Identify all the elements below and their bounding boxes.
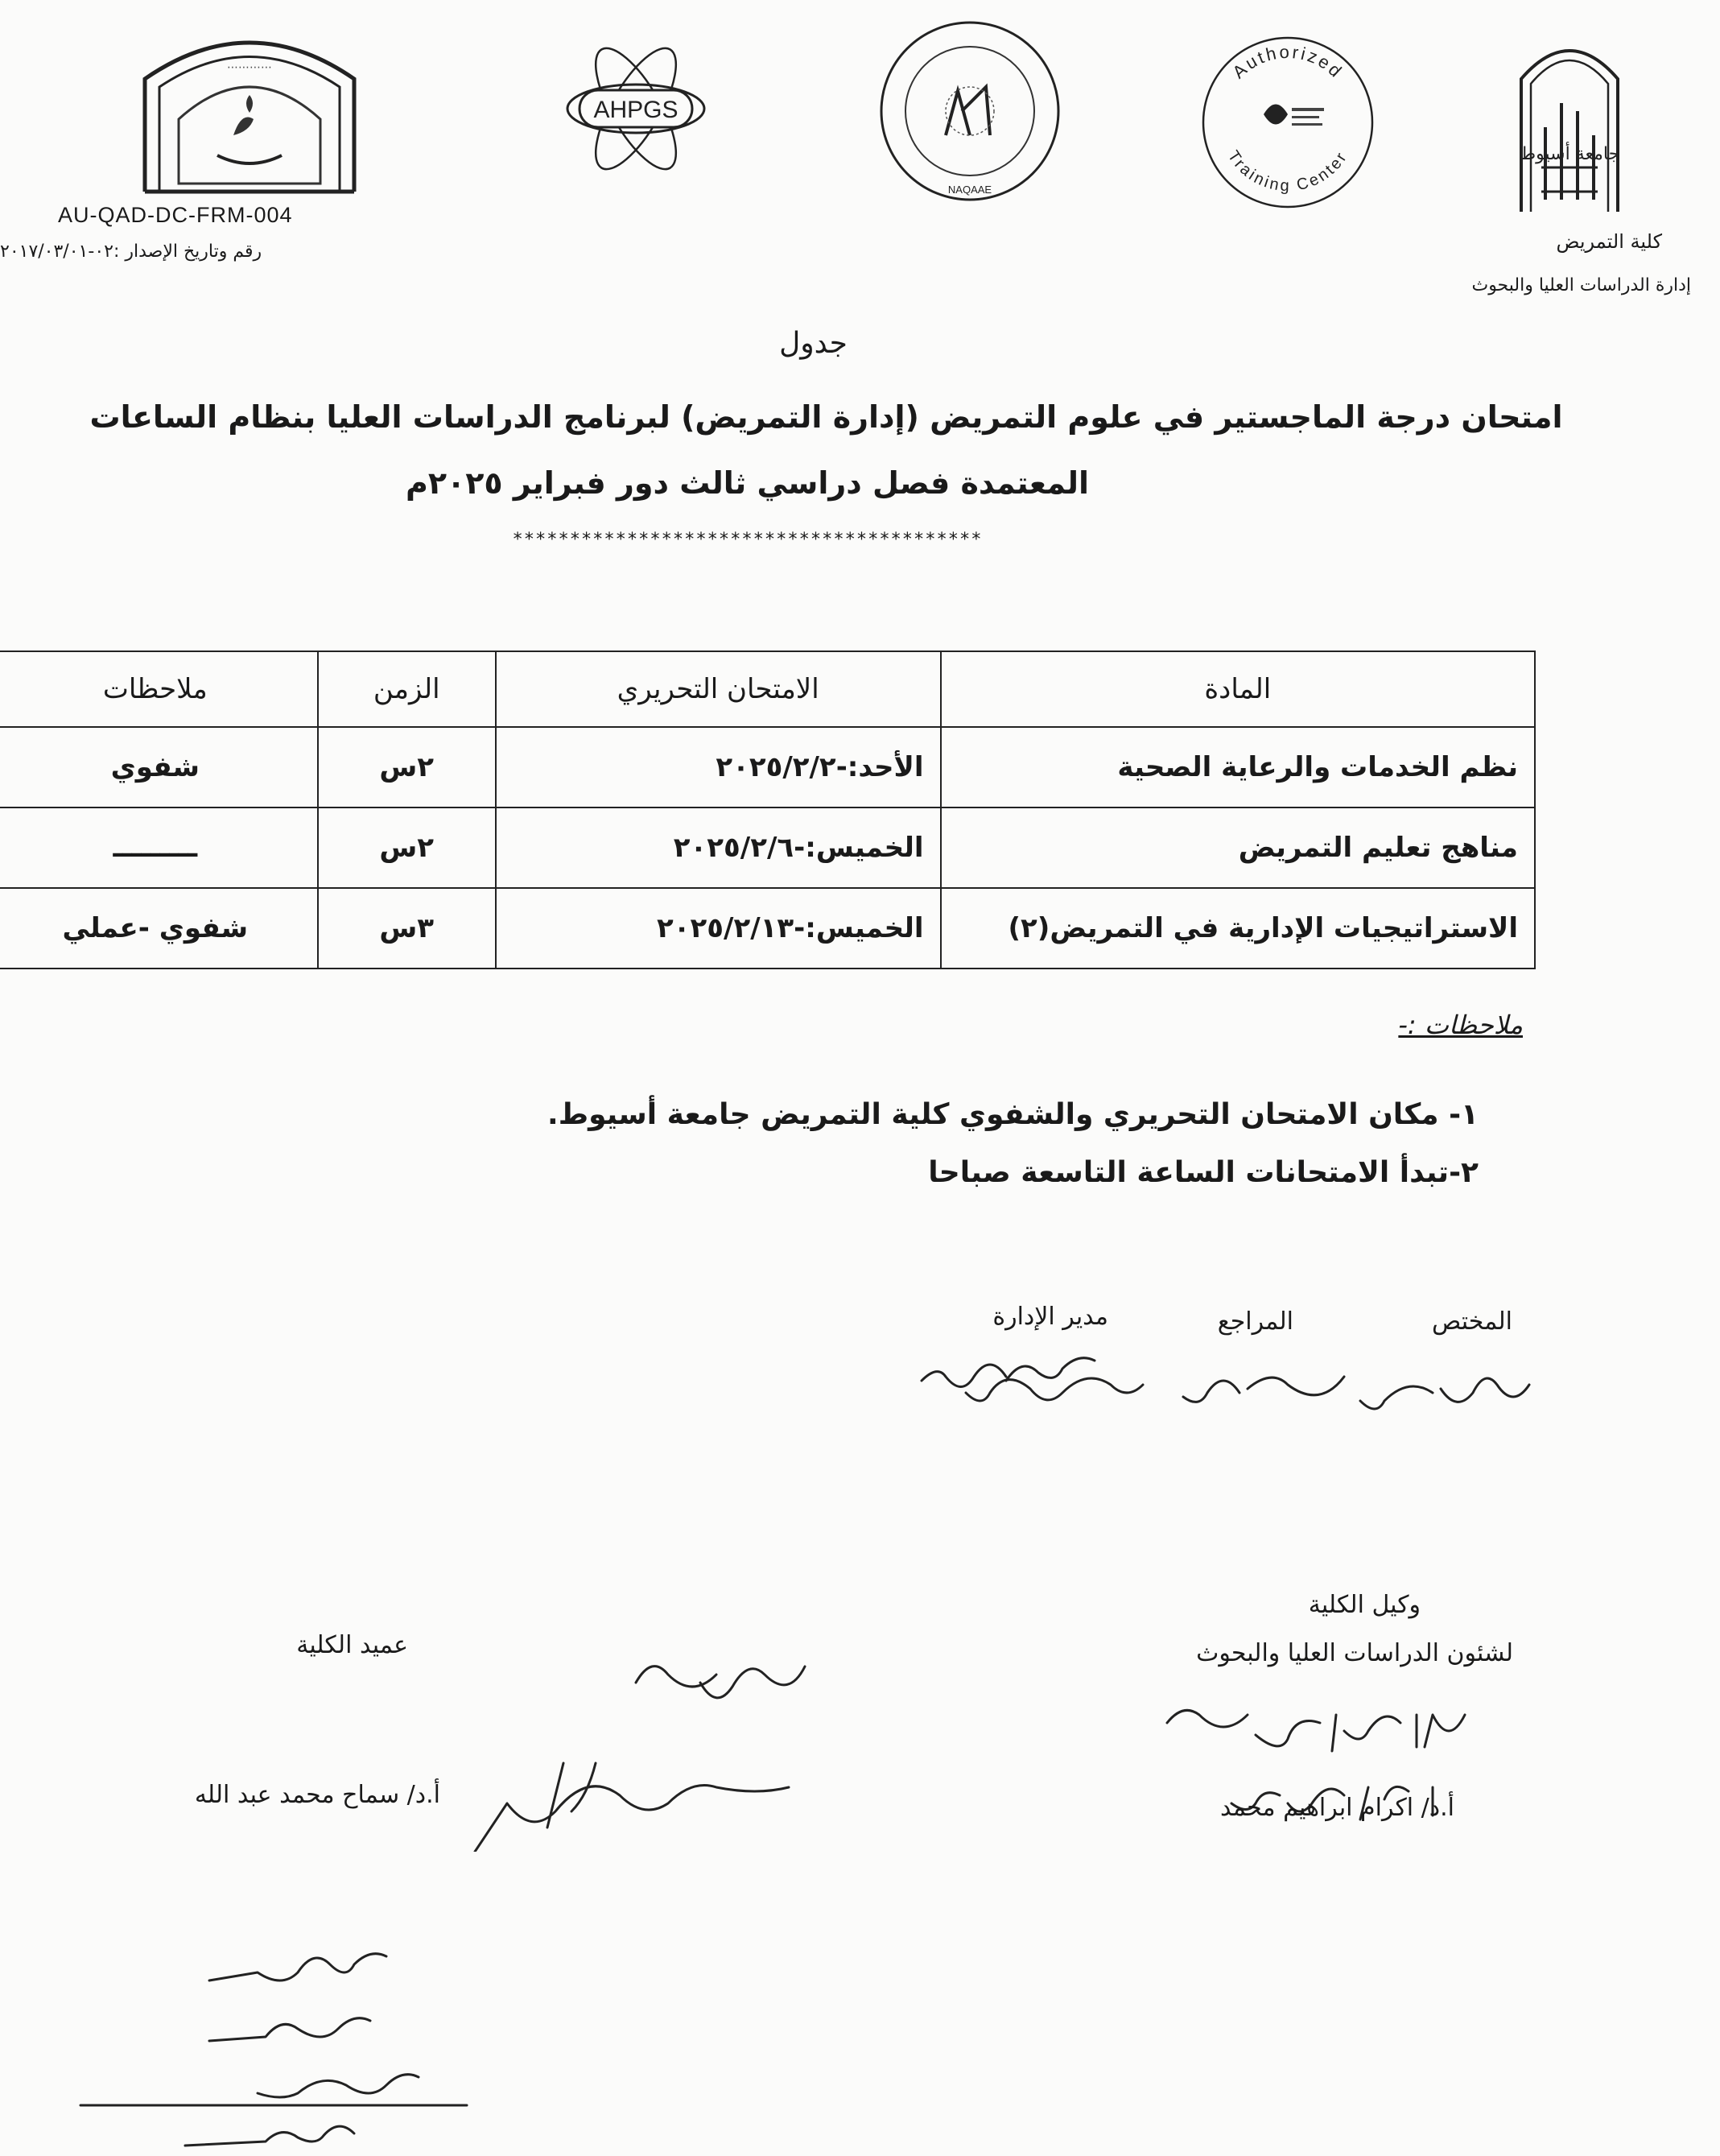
svg-text:Training Center bbox=[1224, 147, 1351, 195]
issue-number-date: رقم وتاريخ الإصدار :٠٢-٢٠١٧/٠٣/٠١ bbox=[0, 242, 262, 262]
note-cell: ـــــــــ bbox=[0, 807, 318, 888]
document-title: جدول bbox=[779, 327, 848, 360]
header-notes: ملاحظات bbox=[0, 651, 318, 727]
department-name: إدارة الدراسات العليا والبحوث bbox=[1471, 275, 1691, 295]
table-row bbox=[0, 888, 1535, 969]
header-written-exam: الامتحان التحريري bbox=[496, 651, 941, 727]
specialist-signature bbox=[1175, 1353, 1545, 1425]
subject-cell: مناهج تعليم التمريض bbox=[941, 807, 1535, 888]
vice-dean-subtitle: لشئون الدراسات العليا والبحوث bbox=[1196, 1639, 1513, 1667]
handwritten-annotation bbox=[64, 1932, 483, 2150]
duration-cell: ٣س bbox=[318, 888, 496, 969]
date-cell: الأحد:-٢٠٢٥/٢/٢ bbox=[496, 727, 941, 807]
reviewer-label: المراجع bbox=[1217, 1307, 1293, 1336]
assiut-university-logo bbox=[1513, 31, 1626, 216]
ahpgs-text: AHPGS bbox=[593, 97, 679, 123]
training-center-text: Training Center bbox=[1223, 147, 1352, 196]
date-cell: الخميس:-٢٠٢٥/٢/٦ bbox=[496, 807, 941, 888]
dean-title: عميد الكلية bbox=[296, 1631, 408, 1659]
table-header-row bbox=[0, 651, 1535, 727]
table-row bbox=[0, 727, 1535, 807]
note-cell: شفوي -عملي bbox=[0, 888, 318, 969]
header-duration: الزمن bbox=[318, 651, 496, 727]
date-cell: الخميس:-٢٠٢٥/٢/١٣ bbox=[496, 888, 941, 969]
subject-cell: نظم الخدمات والرعاية الصحية bbox=[941, 727, 1535, 807]
dean-signature bbox=[419, 1642, 837, 1852]
notes-heading: ملاحظات :- bbox=[1398, 1010, 1523, 1040]
faculty-name: كلية التمريض bbox=[1556, 230, 1662, 253]
header-subject: المادة bbox=[941, 651, 1535, 727]
naqaae-seal-logo bbox=[877, 14, 1062, 208]
exam-title-line1: امتحان درجة الماجستير في علوم التمريض (إدارة التمريض) لبرنامج الدراسات العليا بنظام الساعات bbox=[89, 399, 1563, 435]
subject-cell: الاستراتيجيات الإدارية في التمريض(٢) bbox=[941, 888, 1535, 969]
duration-cell: ٢س bbox=[318, 727, 496, 807]
exam-title-line2: المعتمدة فصل دراسي ثالث دور فبراير ٢٠٢٥م bbox=[405, 465, 1090, 501]
exam-schedule-table bbox=[0, 651, 1536, 969]
stars-divider: ***************************************** bbox=[512, 530, 983, 550]
svg-text:⋯⋯⋯⋯: ⋯⋯⋯⋯ bbox=[227, 61, 272, 74]
ahpgs-logo bbox=[555, 32, 716, 185]
form-code: AU-QAD-DC-FRM-004 bbox=[58, 203, 293, 227]
table-row bbox=[0, 807, 1535, 888]
authorized-training-center-logo bbox=[1199, 34, 1376, 211]
admin-manager-label: مدير الإدارة bbox=[992, 1303, 1108, 1331]
vice-dean-title: وكيل الكلية bbox=[1308, 1591, 1421, 1619]
note-cell: شفوي bbox=[0, 727, 318, 807]
authorized-text: Authorized bbox=[1228, 41, 1347, 83]
faculty-emblem-logo bbox=[129, 23, 370, 204]
naqaae-text: NAQAAE bbox=[947, 184, 992, 196]
vice-dean-name: أ.د/ اكرام ابراهيم محمد bbox=[1220, 1794, 1454, 1822]
duration-cell: ٢س bbox=[318, 807, 496, 888]
admin-manager-signature bbox=[901, 1336, 1111, 1409]
note-item-2: ٢-تبدأ الامتحانات الساعة التاسعة صباحا bbox=[928, 1156, 1479, 1189]
university-logo-text: جامعة أسيوط bbox=[1519, 144, 1620, 164]
specialist-label: المختص bbox=[1432, 1307, 1512, 1336]
note-item-1: ١- مكان الامتحان التحريري والشفوي كلية التمريض جامعة أسيوط. bbox=[547, 1098, 1479, 1131]
dean-name: أ.د/ سماح محمد عبد الله bbox=[194, 1781, 440, 1809]
